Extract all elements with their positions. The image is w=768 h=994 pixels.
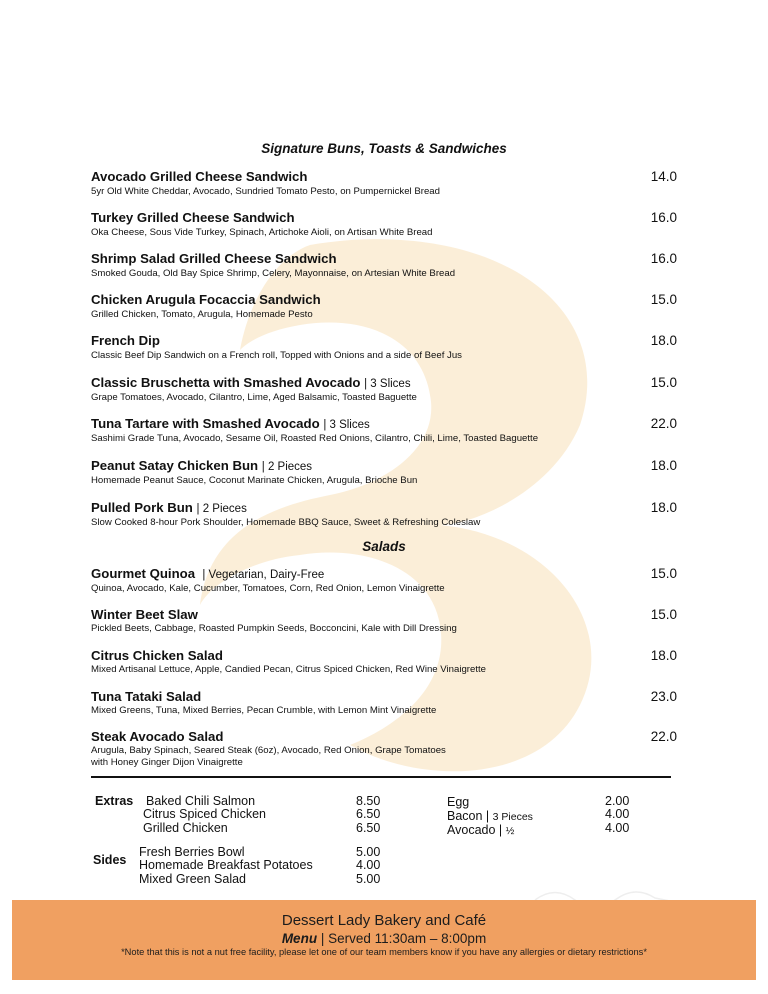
item-name: Peanut Satay Chicken Bun | 2 Pieces (91, 458, 313, 473)
menu-item (91, 333, 687, 362)
item-name: Steak Avocado Salad (91, 729, 224, 744)
item-name: Avocado Grilled Cheese Sandwich (91, 169, 308, 184)
extras-item-price: 4.00 (605, 807, 630, 821)
sides-item-price: 5.00 (356, 845, 381, 859)
cafe-name: Dessert Lady Bakery and Café (281, 912, 487, 929)
menu-hours (12, 931, 756, 946)
item-price: 18.0 (650, 458, 677, 473)
extras-item-name: Avocado | ½ (447, 823, 515, 837)
sandwiches-section-title: Signature Buns, Toasts & Sandwiches (261, 141, 507, 156)
menu-item (91, 566, 687, 595)
item-price: 15.0 (650, 607, 677, 622)
sides-item-name: Homemade Breakfast Potatoes (139, 858, 313, 872)
extras-item-price: 4.00 (605, 821, 630, 835)
extras-item-price: 6.50 (356, 821, 381, 835)
menu-item (91, 251, 687, 280)
section-divider (91, 776, 671, 778)
item-description: Smoked Gouda, Old Bay Spice Shrimp, Celery, Mayonnaise, on Artesian White Bread (91, 268, 456, 279)
item-description: Mixed Artisanal Lettuce, Apple, Candied Pecan, Citrus Spiced Chicken, Red Wine Vinaigrette (91, 664, 486, 675)
item-price: 16.0 (650, 251, 677, 266)
item-description: Slow Cooked 8-hour Pork Shoulder, Homemade BBQ Sauce, Sweet & Refreshing Coleslaw (91, 517, 481, 528)
item-price: 18.0 (650, 500, 677, 515)
item-description-line2: with Honey Ginger Dijon Vinaigrette (91, 756, 243, 768)
item-name: Citrus Chicken Salad (91, 648, 223, 663)
menu-item (91, 416, 687, 445)
item-name: Pulled Pork Bun | 2 Pieces (91, 500, 247, 515)
item-name: Turkey Grilled Cheese Sandwich (91, 210, 295, 225)
menu-item (91, 607, 687, 635)
item-description: 5yr Old White Cheddar, Avocado, Sundried Tomato Pesto, on Pumpernickel Bread (91, 186, 440, 197)
menu-item (91, 648, 687, 676)
item-description: Arugula, Baby Spinach, Seared Steak (6oz), Avocado, Red Onion, Grape Tomatoes (91, 745, 446, 756)
item-description: Grape Tomatoes, Avocado, Cilantro, Lime, Aged Balsamic, Toasted Baguette (91, 392, 417, 403)
extras-item-name: Egg (447, 795, 470, 809)
item-name: Gourmet Quinoa | Vegetarian, Dairy-Free (91, 566, 325, 581)
item-price: 22.0 (650, 416, 677, 431)
item-description: Oka Cheese, Sous Vide Turkey, Spinach, Artichoke Aioli, on Artisan White Bread (91, 227, 433, 238)
extras-item-name: Bacon | 3 Pieces (447, 809, 533, 823)
item-price: 18.0 (650, 333, 677, 348)
item-price: 15.0 (650, 375, 677, 390)
salads-section-title: Salads (362, 539, 406, 554)
item-description: Homemade Peanut Sauce, Coconut Marinate Chicken, Arugula, Brioche Bun (91, 475, 418, 486)
item-name: Tuna Tataki Salad (91, 689, 202, 704)
item-price: 23.0 (650, 689, 677, 704)
item-price: 18.0 (650, 648, 677, 663)
item-name: French Dip (91, 333, 160, 348)
item-price: 15.0 (650, 292, 677, 307)
sides-item-price: 5.00 (356, 872, 381, 886)
item-name: Winter Beet Slaw (91, 607, 198, 622)
sides-label: Sides (93, 853, 127, 867)
item-description: Grilled Chicken, Tomato, Arugula, Homemade Pesto (91, 309, 313, 320)
menu-item (91, 210, 687, 239)
extras-item-price: 2.00 (605, 794, 630, 808)
item-price: 22.0 (650, 729, 677, 744)
item-price: 15.0 (650, 566, 677, 581)
item-description: Pickled Beets, Cabbage, Roasted Pumpkin Seeds, Bocconcini, Kale with Dill Dressing (91, 623, 457, 634)
menu-item (91, 169, 687, 198)
item-name: Tuna Tartare with Smashed Avocado | 3 Slices (91, 416, 370, 431)
item-description: Quinoa, Avocado, Kale, Cucumber, Tomatoes, Corn, Red Onion, Lemon Vinaigrette (91, 583, 445, 594)
sides-item-price: 4.00 (356, 858, 381, 872)
item-name: Chicken Arugula Focaccia Sandwich (91, 292, 321, 307)
item-description: Classic Beef Dip Sandwich on a French roll, Topped with Onions and a side of Beef Jus (91, 350, 462, 361)
sides-item-name: Mixed Green Salad (139, 872, 247, 886)
extras-item-name: Citrus Spiced Chicken (143, 807, 266, 821)
extras-item-price: 8.50 (356, 794, 381, 808)
allergy-note: *Note that this is not a nut free facility, please let one of our team members know if you have any allergies or dietary restrictions* (121, 947, 647, 957)
item-price: 16.0 (650, 210, 677, 225)
menu-item (91, 689, 687, 717)
item-description: Mixed Greens, Tuna, Mixed Berries, Pecan Crumble, with Lemon Mint Vinaigrette (91, 705, 437, 716)
extras-item-name: Baked Chili Salmon (146, 794, 256, 808)
item-name: Shrimp Salad Grilled Cheese Sandwich (91, 251, 337, 266)
item-price: 14.0 (650, 169, 677, 184)
footer-banner (12, 900, 756, 980)
extras-label: Extras (95, 794, 134, 808)
served-hours: | Served 11:30am – 8:00pm (320, 931, 487, 946)
menu-item (91, 458, 687, 487)
menu-item (91, 292, 687, 321)
menu-item (91, 500, 687, 529)
menu-item (91, 375, 687, 404)
sides-item-name: Fresh Berries Bowl (139, 845, 245, 859)
extras-item-price: 6.50 (356, 807, 381, 821)
menu-item (91, 729, 687, 768)
menu-word: Menu (281, 931, 318, 946)
extras-item-name: Grilled Chicken (143, 821, 228, 835)
item-name: Classic Bruschetta with Smashed Avocado | 3 Slices (91, 375, 411, 390)
item-description: Sashimi Grade Tuna, Avocado, Sesame Oil, Roasted Red Onions, Cilantro, Chili, Lime, Toasted Baguette (91, 433, 539, 444)
